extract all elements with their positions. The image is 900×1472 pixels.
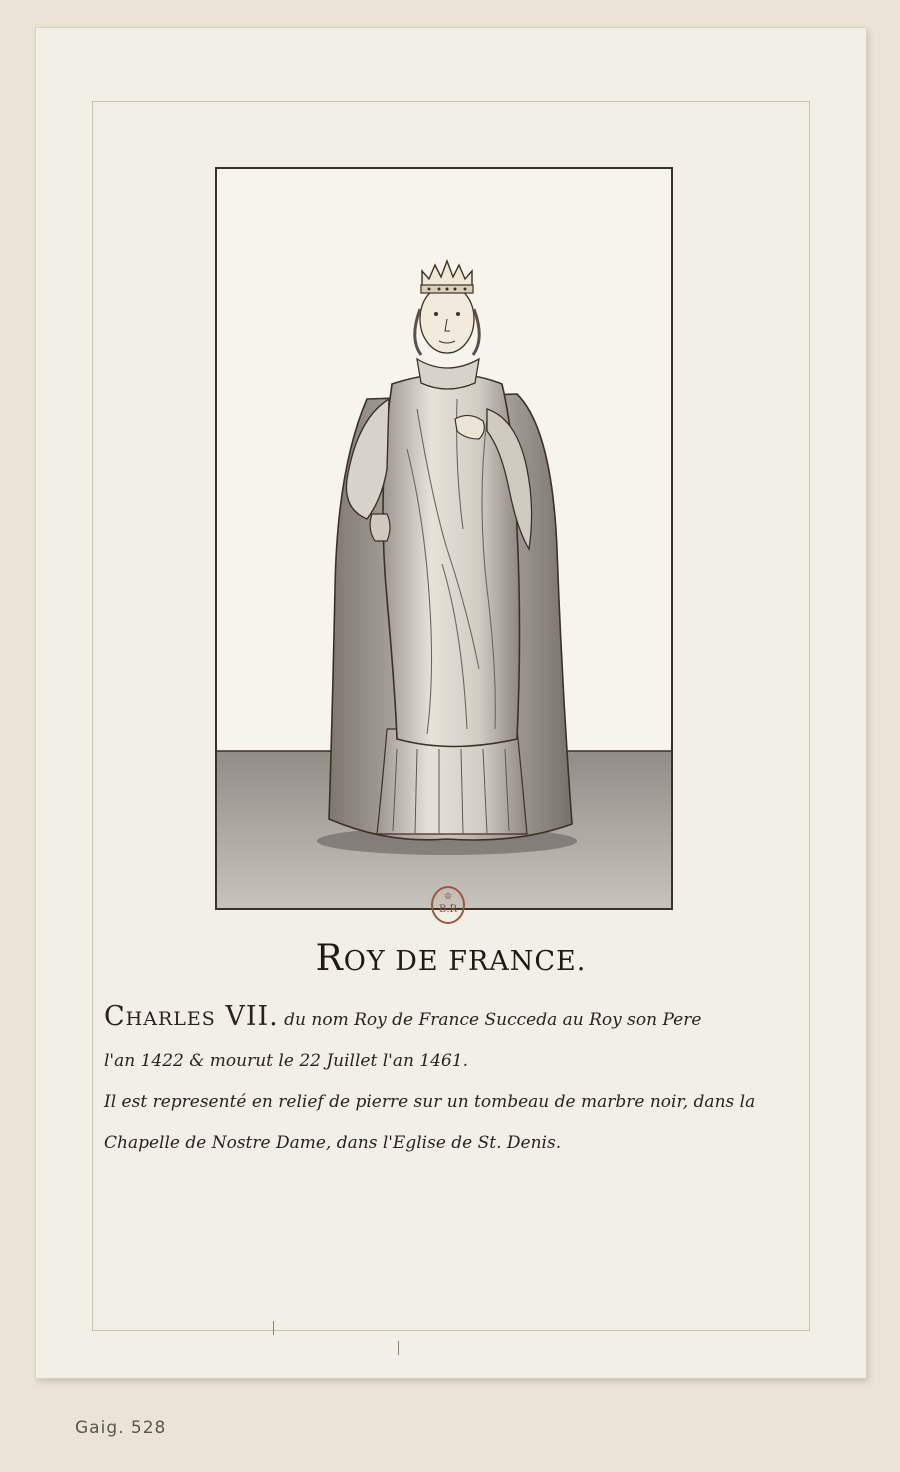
margin-tick-mark [273, 1321, 274, 1335]
caption-line-2: l'an 1422 & mourut le 22 Juillet l'an 1461. [104, 1051, 468, 1071]
drawing-sheet [36, 28, 866, 1378]
title-initial: R [315, 938, 344, 979]
title-rest: OY DE FRANCE. [343, 946, 587, 977]
caption-line-4: Chapelle de Nostre Dame, dans l'Eglise de St. Denis. [104, 1133, 562, 1153]
shelfmark-label: Gaig. 528 [75, 1418, 167, 1438]
crown-icon: ♔ [443, 892, 453, 902]
caption-king-name: Charles VII. [104, 1001, 279, 1032]
caption-line-3: Il est representé en relief de pierre sur un tombeau de marbre noir, dans la [104, 1092, 756, 1112]
plate-caption [104, 996, 824, 1164]
caption-line-1-text: du nom Roy de France Succeda au Roy son Pere [284, 1010, 702, 1030]
stamp-text: B.R [438, 904, 458, 915]
caption-line-1 [104, 996, 824, 1041]
plate-title [36, 938, 866, 979]
margin-tick-mark [398, 1341, 399, 1355]
illustration-frame [215, 167, 673, 910]
library-stamp [431, 886, 465, 924]
king-figure-illustration [217, 169, 671, 908]
